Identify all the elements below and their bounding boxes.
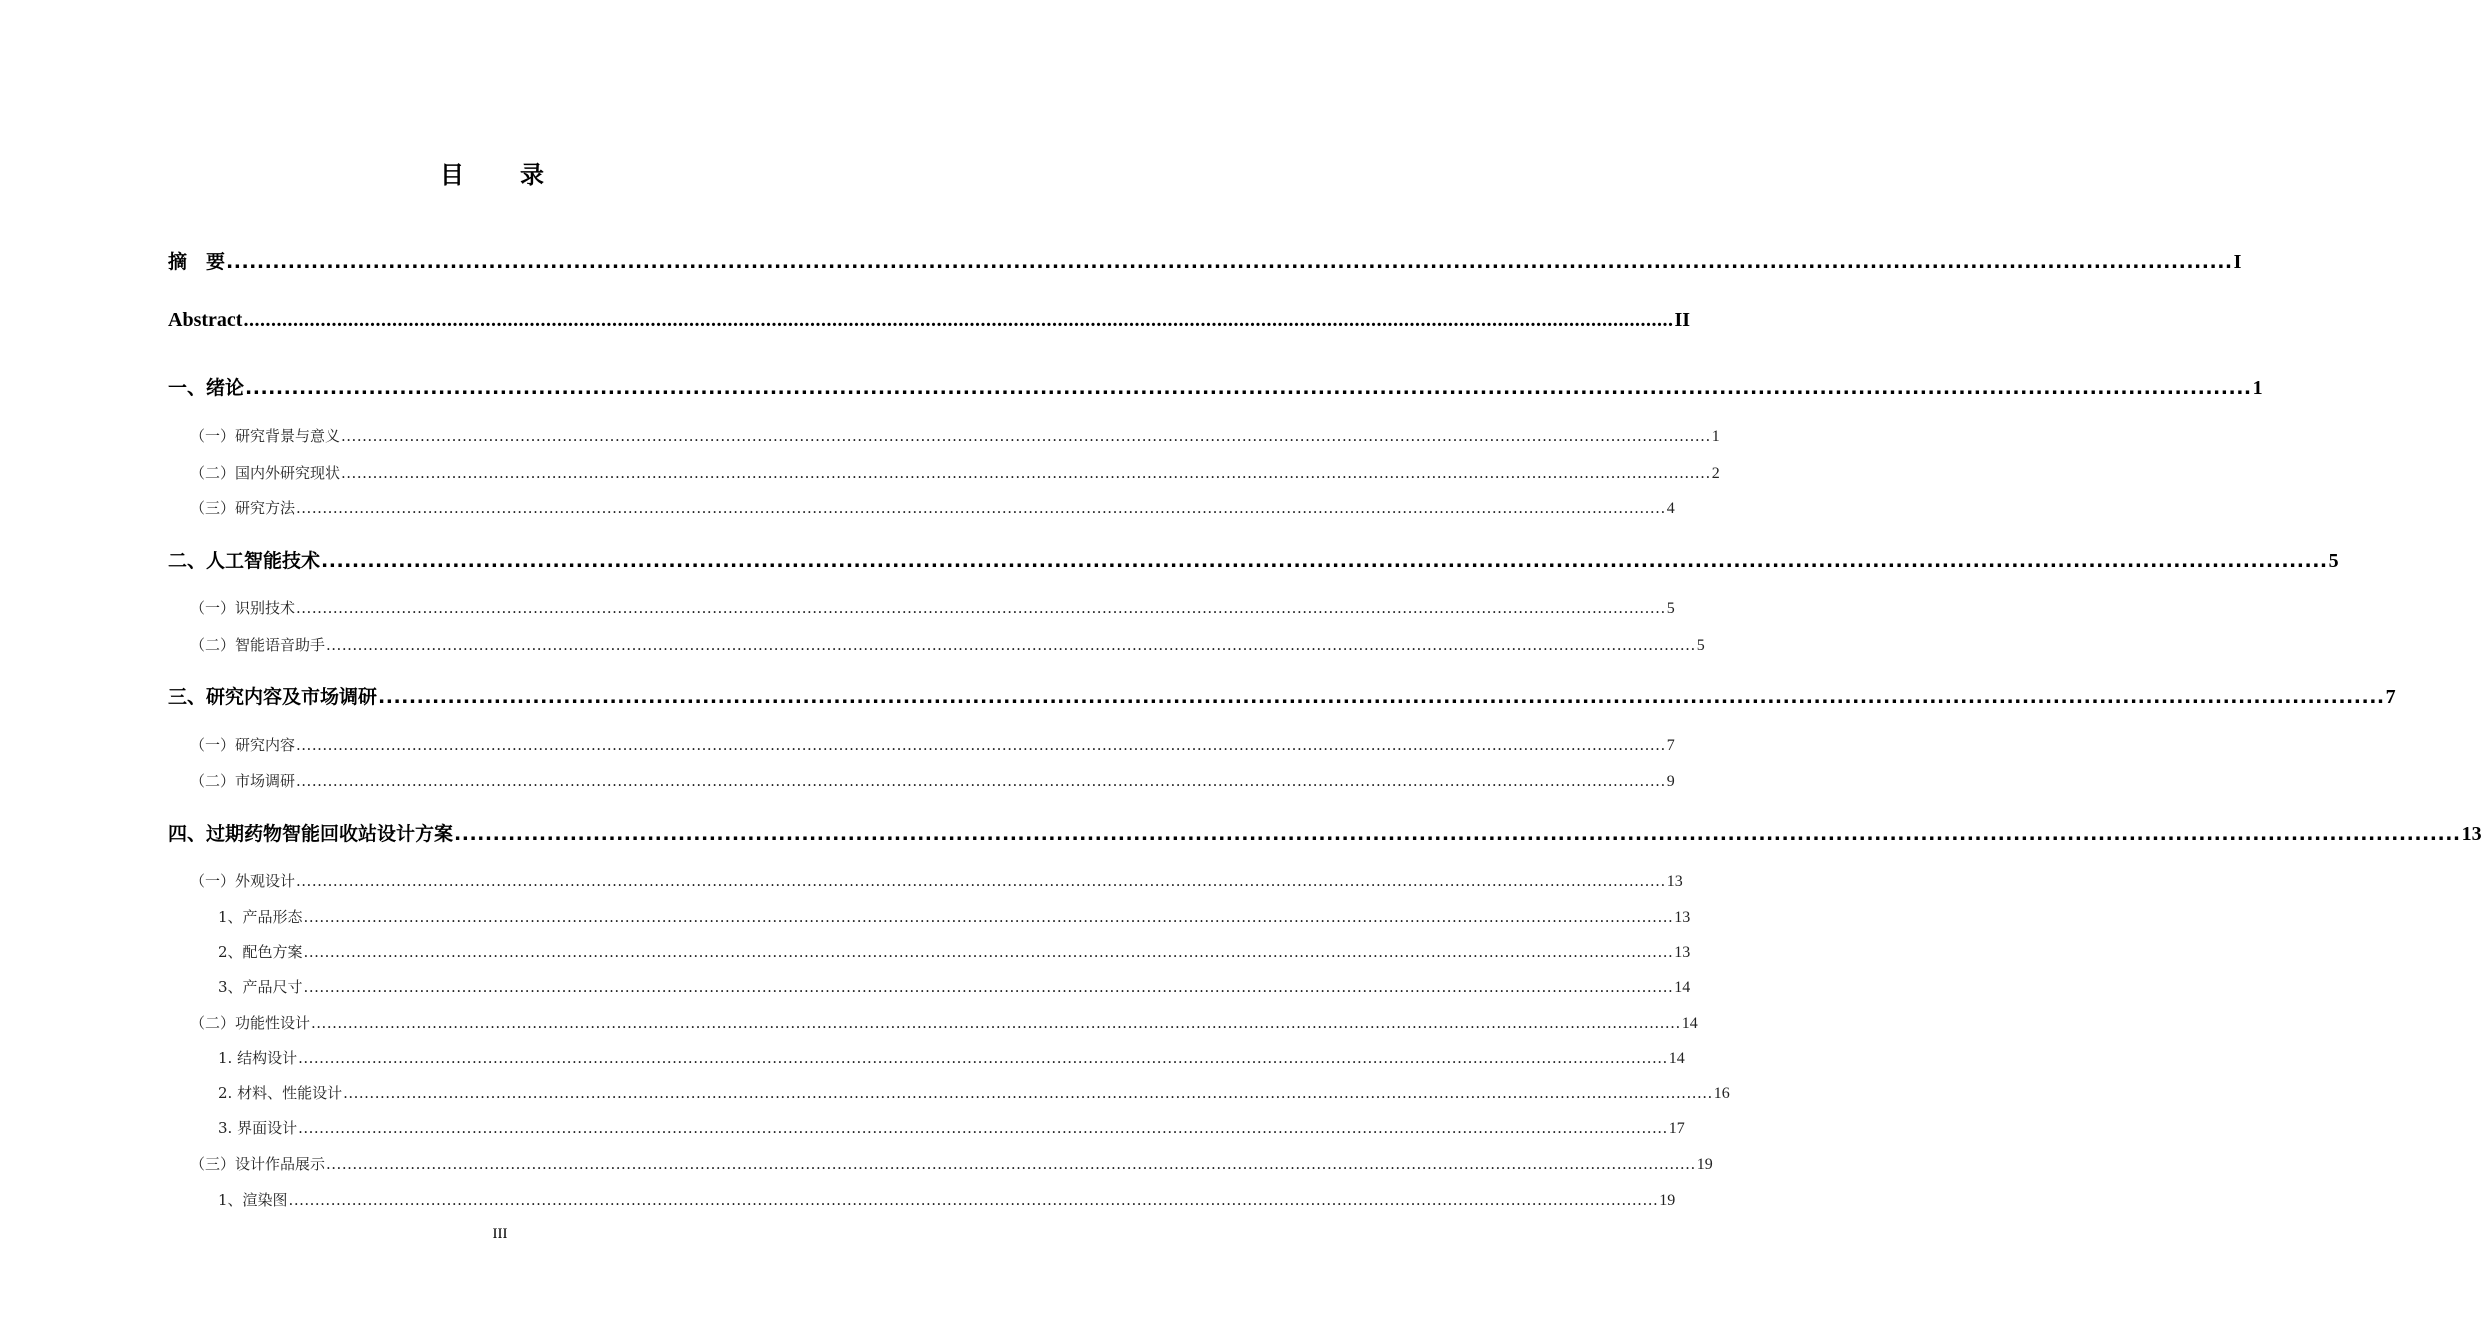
toc-entry-page: 14 [1668, 1050, 1685, 1067]
toc-leader: .................................................................................................................................................................................................................................................................... [454, 823, 2461, 845]
toc-entry-page: 5 [1666, 600, 1675, 617]
toc-leader: .................................................................................................................................................................................................................................................................... [296, 872, 1666, 890]
toc-entry-page: 7 [2385, 686, 2396, 708]
toc-entry-subsection[interactable] [218, 1047, 1685, 1068]
toc-leader: .................................................................................................................................................................................................................................................................... [341, 427, 1711, 445]
toc-entry-label: （二）国内外研究现状 [190, 464, 341, 482]
toc-entry-section[interactable] [190, 1012, 1698, 1033]
toc-leader: .................................................................................................................................................................................................................................................................... [343, 1084, 1713, 1102]
toc-entry-label: 二、人工智能技术 [168, 550, 321, 572]
toc-entry-chapter[interactable] [168, 682, 2396, 709]
toc-leader: .................................................................................................................................................................................................................................................................... [311, 1014, 1681, 1032]
toc-entry-label: （一）研究内容 [190, 736, 296, 754]
toc-entry-label: 四、过期药物智能回收站设计方案 [168, 823, 454, 845]
toc-entry-page: 19 [1659, 1192, 1676, 1209]
toc-entry-label: 1、产品形态 [218, 908, 303, 926]
toc-entry-page: 2 [1711, 465, 1720, 482]
toc-entry-section[interactable] [190, 770, 1675, 791]
toc-entry-section[interactable] [190, 497, 1675, 518]
toc-entry-subsection[interactable] [218, 1082, 1730, 1103]
toc-leader: .................................................................................................................................................................................................................................................................... [326, 636, 1696, 654]
toc-leader: .................................................................................................................................................................................................................................................................... [321, 550, 2328, 572]
toc-leader: .................................................................................................................................................................................................................................................................... [296, 772, 1666, 790]
toc-entry-page: 9 [1666, 773, 1675, 790]
toc-entry-label: （一）研究背景与意义 [190, 427, 341, 445]
toc-entry-section[interactable] [190, 425, 1720, 446]
toc-entry-abstract-cn[interactable] [168, 247, 2242, 274]
toc-leader: .................................................................................................................................................................................................................................................................... [296, 499, 1666, 517]
toc-entry-section[interactable] [190, 634, 1705, 655]
toc-entry-subsection[interactable] [218, 1189, 1676, 1210]
toc-entry-label: （一）外观设计 [190, 872, 296, 890]
toc-entry-label: （三）研究方法 [190, 499, 296, 517]
toc-entry-section[interactable] [190, 462, 1720, 483]
toc-entry-section[interactable] [190, 734, 1675, 755]
toc-leader: .................................................................................................................................................................................................................................................................... [226, 251, 2233, 273]
toc-entry-page: 13 [2461, 823, 2482, 845]
toc-entry-label: 3、产品尺寸 [218, 978, 303, 996]
toc-leader: .................................................................................................................................................................................................................................................................... [296, 736, 1666, 754]
toc-leader: .................................................................................................................................................................................................................................................................... [288, 1191, 1659, 1209]
toc-entry-page: 17 [1668, 1120, 1685, 1137]
toc-leader: .................................................................................................................................................................................................................................................................... [303, 978, 1674, 996]
toc-entry-page: 13 [1674, 909, 1691, 926]
toc-entry-page: 14 [1681, 1015, 1698, 1032]
toc-leader: .................................................................................................................................................................................................................................................................... [296, 599, 1666, 617]
toc-entry-label: 3. 界面设计 [218, 1119, 298, 1137]
toc-entry-label: （三）设计作品展示 [190, 1155, 326, 1173]
toc-leader: .................................................................................................................................................................................................................................................................... [378, 686, 2385, 708]
toc-entry-chapter[interactable] [168, 819, 2482, 846]
toc-entry-page: 1 [1711, 428, 1720, 445]
toc-leader: .................................................................................................................................................................................................................................................................... [326, 1155, 1696, 1173]
toc-entry-chapter[interactable] [168, 546, 2339, 573]
toc-entry-subsection[interactable] [218, 976, 1691, 997]
toc-entry-section[interactable] [190, 870, 1683, 891]
toc-entry-chapter[interactable] [168, 373, 2263, 400]
toc-entry-section[interactable] [190, 597, 1675, 618]
toc-entry-label: 1. 结构设计 [218, 1049, 298, 1067]
toc-title: 目 录 [440, 161, 560, 189]
toc-entry-page: 13 [1666, 873, 1683, 890]
toc-entry-page: 5 [1696, 637, 1705, 654]
toc-entry-page: I [2233, 251, 2242, 273]
toc-entry-page: II [1674, 309, 1691, 331]
toc-entry-label: （一）识别技术 [190, 599, 296, 617]
page-number: III [492, 1226, 508, 1242]
toc-entry-subsection[interactable] [218, 1117, 1685, 1138]
toc-leader: .................................................................................................................................................................................................................................................................... [341, 464, 1711, 482]
toc-leader: .................................................................................................................................................................................................................................................................... [245, 377, 2252, 399]
toc-entry-subsection[interactable] [218, 941, 1691, 962]
toc-leader: .................................................................................................................................................................................................................................................................... [298, 1049, 1668, 1067]
toc-entry-label: （二）市场调研 [190, 772, 296, 790]
toc-entry-label: 2、配色方案 [218, 943, 303, 961]
toc-entry-page: 16 [1713, 1085, 1730, 1102]
toc-entry-subsection[interactable] [218, 906, 1691, 927]
toc-entry-page: 1 [2252, 377, 2263, 399]
toc-entry-label: 一、绪论 [168, 377, 245, 399]
toc-entry-page: 5 [2328, 550, 2339, 572]
toc-leader: .................................................................................................................................................................................................................................................................... [303, 908, 1674, 926]
toc-entry-page: 7 [1666, 737, 1675, 754]
toc-entry-label: 2. 材料、性能设计 [218, 1084, 343, 1102]
toc-entry-section[interactable] [190, 1153, 1713, 1174]
toc-entry-page: 13 [1674, 944, 1691, 961]
toc-entry-page: 19 [1696, 1156, 1713, 1173]
toc-entry-label: 摘 要 [168, 251, 226, 273]
toc-entry-label: 1、渲染图 [218, 1191, 288, 1209]
toc-entry-label: 三、研究内容及市场调研 [168, 686, 378, 708]
toc-leader: .................................................................................................................................................................................................................................................................... [243, 309, 1674, 331]
toc-entry-page: 14 [1674, 979, 1691, 996]
toc-entry-abstract-en[interactable] [168, 309, 1691, 332]
toc-leader: .................................................................................................................................................................................................................................................................... [298, 1119, 1668, 1137]
toc-leader: .................................................................................................................................................................................................................................................................... [303, 943, 1674, 961]
toc-entry-label: （二）智能语音助手 [190, 636, 326, 654]
toc-entry-page: 4 [1666, 500, 1675, 517]
toc-entry-label: （二）功能性设计 [190, 1014, 311, 1032]
toc-entry-label: Abstract [168, 309, 243, 331]
